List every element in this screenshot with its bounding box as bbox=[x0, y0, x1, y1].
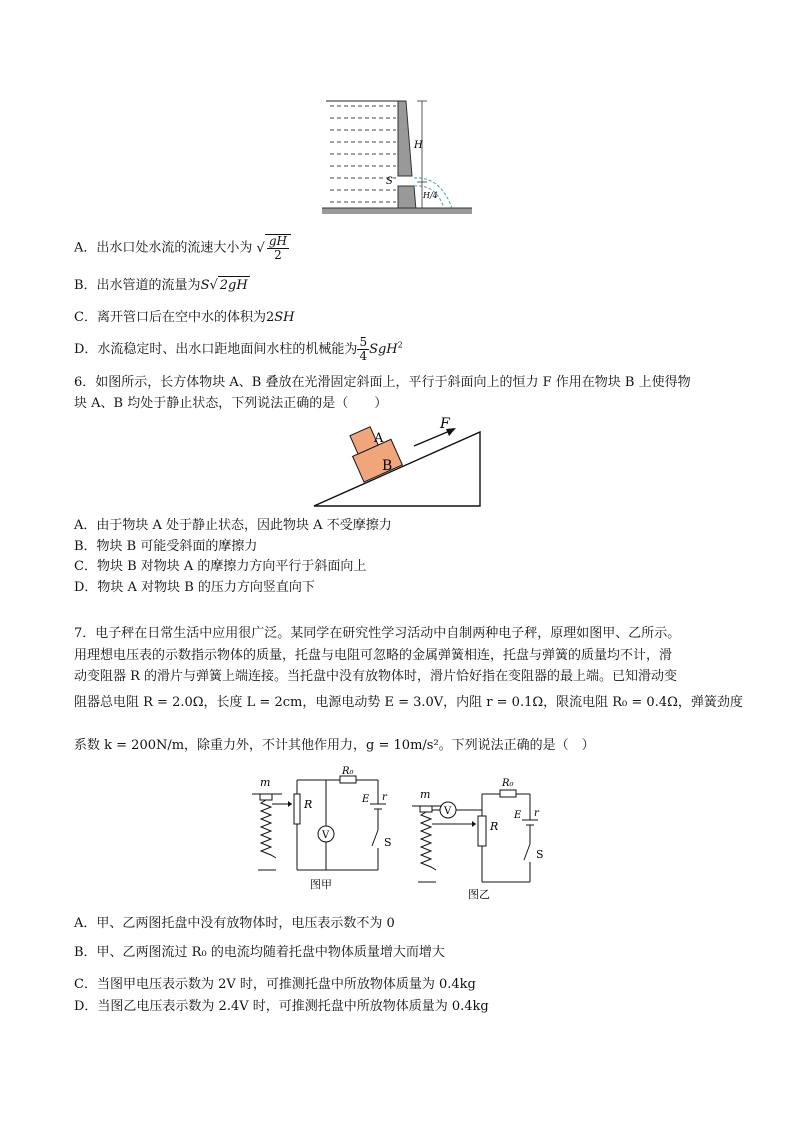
q7-stem-line-3: 动变阻器 R 的滑片与弹簧上端连接。当托盘中没有放物体时，滑片恰好指在变阻器的最上端。已知滑动变 bbox=[74, 669, 678, 684]
q5-option-a: A．出水口处水流的流速大小为 √ $\frac{gH}{2}$ bbox=[74, 234, 291, 262]
label-s-b: S bbox=[536, 848, 544, 861]
q7-stem-line-2: 用理想电压表的示数指示物体的质量，托盘与电阻可忽略的金属弹簧相连，托盘与弹簧的质量均不计，滑 bbox=[74, 648, 673, 663]
label-r0-a: R₀ bbox=[342, 766, 354, 777]
label-v-a: V bbox=[322, 830, 330, 841]
q7-stem-line-1: 7．电子秤在日常生活中应用很广泛。某同学在研究性学习活动中自制两种电子秤，原理如图甲、乙所示。 bbox=[74, 626, 681, 641]
caption-a: 图甲 bbox=[310, 878, 332, 891]
label-sr-a: r bbox=[382, 792, 387, 803]
label-r-a: R bbox=[304, 798, 313, 811]
label-block-a: A bbox=[374, 431, 384, 446]
label-H: H bbox=[414, 140, 423, 151]
q7-stem-line-5: 系数 k = 200N/m，除重力外，不计其他作用力，g = 10m/s²。下列说法正确的是（ ） bbox=[74, 738, 595, 753]
label-v-b: V bbox=[444, 806, 452, 817]
label-block-b: B bbox=[382, 458, 393, 474]
q5-option-c: C．离开管口后在空中水的体积为2SH bbox=[74, 310, 295, 325]
q7-option-c: C．当图甲电压表示数为 2V 时，可推测托盘中所放物体质量为 0.4kg bbox=[74, 977, 476, 992]
label-r0-b: R₀ bbox=[502, 778, 514, 789]
circuit-figure-b bbox=[408, 774, 558, 904]
q6-option-d: D．物块 A 对物块 B 的压力方向竖直向下 bbox=[74, 580, 315, 595]
label-sr-b: r bbox=[534, 808, 539, 819]
circuit-figure-a bbox=[248, 766, 398, 894]
label-e-a: E bbox=[362, 794, 370, 805]
label-force-f: F bbox=[440, 416, 450, 432]
label-m-a: m bbox=[260, 776, 271, 789]
q6-stem-line-2: 块 A、B 均处于静止状态，下列说法正确的是（ ） bbox=[74, 396, 388, 411]
label-S: S bbox=[386, 176, 393, 187]
q5-option-b: B．出水管道的流量为S√ 2gH bbox=[74, 278, 248, 293]
q5-option-d: D．水流稳定时、出水口距地面间水柱的机械能为 $\frac{5}{4}$ SgH$^2$ bbox=[74, 335, 403, 363]
q6-stem-line-1: 6．如图所示，长方体物块 A、B 叠放在光滑固定斜面上，平行于斜面向上的恒力 F 作用在物块 B 上使得物 bbox=[74, 375, 691, 390]
label-h: H/4 bbox=[423, 191, 438, 200]
q7-stem-line-4: 阻器总电阻 R = 2.0Ω，长度 L = 2cm，电源电动势 E = 3.0V，内阻 r = 0.1Ω，限流电阻 R₀ = 0.4Ω，弹簧劲度 bbox=[74, 695, 743, 710]
label-s-a: S bbox=[384, 836, 392, 849]
dam-figure bbox=[322, 98, 472, 216]
q6-option-b: B．物块 B 可能受斜面的摩擦力 bbox=[74, 539, 258, 554]
label-e-b: E bbox=[514, 810, 522, 821]
label-m-b: m bbox=[420, 788, 431, 801]
label-r-b: R bbox=[490, 820, 499, 833]
q6-option-a: A．由于物块 A 处于静止状态，因此物块 A 不受摩擦力 bbox=[74, 518, 392, 533]
q6-option-c: C．物块 B 对物块 A 的摩擦力方向平行于斜面向上 bbox=[74, 559, 367, 574]
caption-b: 图乙 bbox=[468, 888, 490, 901]
q7-option-d: D．当图乙电压表示数为 2.4V 时，可推测托盘中所放物体质量为 0.4kg bbox=[74, 999, 489, 1014]
q7-option-a: A．甲、乙两图托盘中没有放物体时，电压表示数不为 0 bbox=[74, 916, 395, 931]
q7-option-b: B．甲、乙两图流过 R₀ 的电流均随着托盘中物体质量增大而增大 bbox=[74, 945, 445, 960]
incline-figure bbox=[312, 418, 484, 510]
